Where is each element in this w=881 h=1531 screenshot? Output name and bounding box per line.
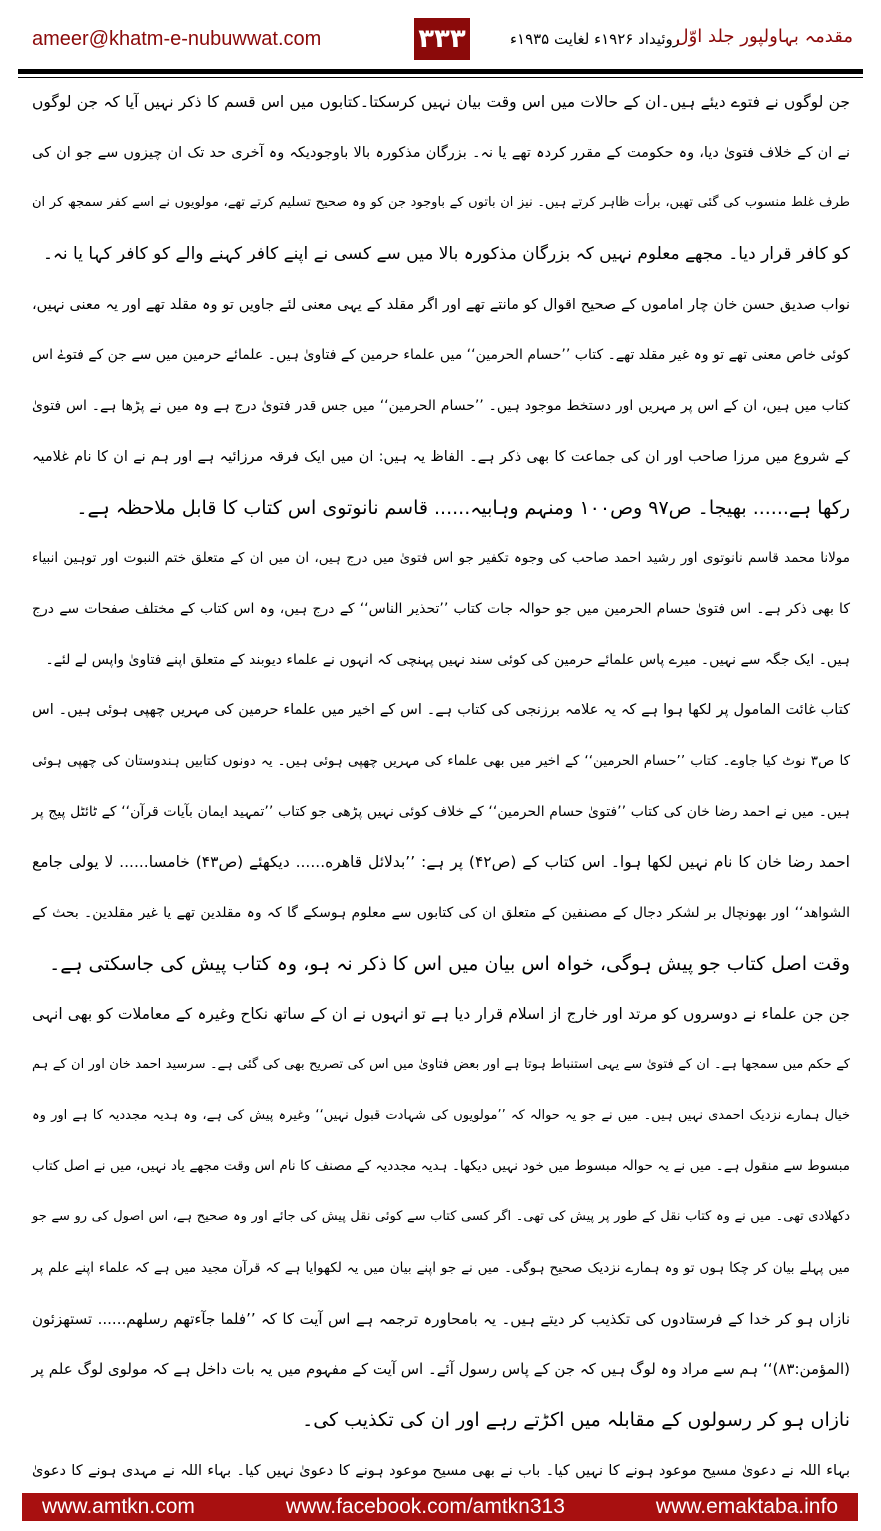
text-line: کے شروع میں مرزا صاحب اور ان کی جماعت کا بھی ذکر ہے۔ الفاظ یہ ہیں: ان میں ایک فرقہ مرزائیہ ہے اور ہم نے ان کا نام غلامیہ <box>32 448 850 465</box>
header-rule-thin <box>18 77 863 78</box>
text-line: کتاب غائت المامول پر لکھا ہوا ہے کہ یہ علامہ برزنجی کی کتاب ہے۔ اس کے اخیر میں علماء حرمین کی مہریں چھپی ہوئی ہیں۔ اس <box>32 702 850 719</box>
text-line: کے حکم میں سمجھا ہے۔ ان کے فتویٰ سے یہی استنباط ہوتا ہے اور بعض فتاویٰ میں اس کی تصریح بھی کی گئی ہے۔ سرسید احمد خان اور ان کے ہم <box>32 1057 850 1073</box>
header-subtitle: روئیداد ۱۹۲۶ء لغایت ۱۹۳۵ء <box>509 30 681 48</box>
page-body-text <box>32 82 850 1501</box>
text-line: ہیں۔ ایک جگہ سے نہیں۔ میرے پاس علمائے حرمین کی کوئی سند نہیں پہنچی کہ انہوں نے علماء دیوبند کے متعلق اپنے فتاویٰ واپس لے لئے۔ <box>45 651 850 668</box>
text-line: نواب صدیق حسن خان چار اماموں کے صحیح اقوال کو مانتے تھے اور اگر مقلد کے یہی معنی لئے جاویں تو وہ مقلد تھے اور یہ معنی نہیں، <box>32 296 850 313</box>
footer-link-amtkn[interactable]: www.amtkn.com <box>42 1495 195 1518</box>
text-line: ہیں۔ میں نے احمد رضا خان کی کتاب ’’فتویٰ حسام الحرمین‘‘ کے خلاف کوئی نہیں پڑھی جو کتاب ’’تمہید ایمان بآیات قرآن‘‘ کے ٹائٹل پیج پر <box>32 803 850 820</box>
text-line: نے ان کے خلاف فتویٰ دیا، وہ حکومت کے مقرر کردہ تھے یا نہ۔ بزرگان مذکورہ بالا باوجودیکہ وہ آخری حد تک ان چیزوں سے جو ان کی <box>32 144 850 161</box>
page-footer <box>22 1493 858 1521</box>
text-line: جن لوگوں نے فتوے دیئے ہیں۔ان کے حالات میں اس وقت بیان نہیں کرسکتا۔کتابوں میں اس قسم کا ذکر نہیں آیا کہ جن لوگوں <box>32 93 850 111</box>
text-line: نازاں ہو کر خدا کے فرستادوں کی تکذیب کر دیتے ہیں۔ یہ بامحاورہ ترجمہ ہے اس آیت کا کہ ’’فلما جآءتهم رسلهم...... تستهزئون <box>32 1309 850 1328</box>
footer-link-facebook[interactable]: www.facebook.com/amtkn313 <box>285 1495 565 1518</box>
text-line: احمد رضا خان کا نام نہیں لکھا ہوا۔ اس کتاب کے (ص۴۲) پر ہے: ’’بدلائل قاهره...... دیکھئے (ص۴۳) خامسا...... لا یولی جامع <box>32 853 850 872</box>
text-line: کتاب میں ہیں، ان کے اس پر مہریں اور دستخط موجود ہیں۔ ’’حسام الحرمین‘‘ میں جس قدر فتویٰ درج ہے وہ میں نے پڑھا ہے۔ اس فتویٰ <box>32 398 850 415</box>
text-line: کو کافر قرار دیا۔ مجھے معلوم نہیں کہ بزرگان مذکورہ بالا میں سے کسی نے اپنے کافر کہنے والے کو کافر کہا یا نہ۔ <box>42 244 850 265</box>
text-line: رکھا ہے...... بھیجا۔ ص۹۷ وص۱۰۰ ومنہم وہابیہ...... قاسم نانوتوی اس کتاب کا قابل ملاحظہ ہے۔ <box>76 496 850 519</box>
text-line: جن جن علماء نے دوسروں کو مرتد اور خارج از اسلام قرار دیا ہے تو انہوں نے ان کے ساتھ نکاح وغیرہ کے معاملات کو بھی انہی <box>32 1005 850 1024</box>
text-line: وقت اصل کتاب جو پیش ہوگی، خواہ اس بیان میں اس کا ذکر نہ ہو، وہ کتاب پیش کی جاسکتی ہے۔ <box>49 952 850 975</box>
text-line: الشواهد‘‘ اور بھونچال بر لشکر دجال کے مصنفین کے متعلق ان کی کتابوں سے معلوم ہوسکے گا کہ وہ مقلدین تھے یا غیر مقلدین۔ بحث کے <box>32 905 850 921</box>
text-line: کوئی خاص معنی تھے تو وہ غیر مقلد تھے۔ کتاب ’’حسام الحرمین‘‘ میں علماء حرمین کے فتاویٰ ہیں۔ علمائے حرمین میں سے جن کے فتوےٰ اس <box>32 347 850 364</box>
text-line: دکھلادی تھی۔ میں نے وہ کتاب نقل کے طور پر پیش کی تھی۔ اگر کسی کتاب سے کوئی نقل پیش کی جائے اور وہ صحیح ہے، اس اصول کی رو سے جو <box>32 1209 850 1225</box>
text-line: خیال ہمارے نزدیک احمدی نہیں ہیں۔ میں نے جو یہ حوالہ کہ ’’مولویوں کی شہادت قبول نہیں‘‘ وغیرہ پیش کی ہے، وہ ہدیہ مجددیہ کا ہے اور وہ <box>32 1107 850 1123</box>
header-book-title: مقدمہ بہاولپور جلد اوّل <box>675 26 853 47</box>
text-line: مولانا محمد قاسم نانوتوی اور رشید احمد صاحب کی وجوہ تکفیر جو اس فتویٰ میں درج ہیں، ان میں ان کے متعلق ختم النبوت اور توہین انبیاء <box>32 550 850 567</box>
header-email-link[interactable]: ameer@khatm-e-nubuwwat.com <box>32 28 322 50</box>
text-line: بہاء اللہ نے دعویٰ مسیح موعود ہونے کا نہیں کیا۔ باب نے بھی مسیح موعود ہونے کا دعویٰ نہیں کیا۔ بہاء اللہ نے مہدی ہونے کا دعویٰ <box>32 1462 850 1479</box>
text-line: (المؤمن:۸۳)‘‘ ہم سے مراد وہ لوگ ہیں کہ جن کے پاس رسول آئے۔ اس آیت کے مفہوم میں یہ بات داخل ہے کہ مولوی لوگ علم پر <box>31 1360 850 1379</box>
text-line: کا ص۳ نوٹ کیا جاوے۔ کتاب ’’حسام الحرمین‘‘ کے اخیر میں بھی علماء کی مہریں چھپی ہوئی ہیں۔ یہ دونوں کتابیں ہندوستان کی چھپی ہوئی <box>32 752 850 769</box>
footer-link-emaktaba[interactable]: www.emaktaba.info <box>655 1495 838 1518</box>
text-line: نازاں ہو کر رسولوں کے مقابلہ میں اکڑتے رہے اور ان کی تکذیب کی۔ <box>302 1408 850 1431</box>
header-rule-thick <box>18 69 863 74</box>
text-line: کا بھی ذکر ہے۔ اس فتویٰ حسام الحرمین میں جو حوالہ جات کتاب ’’تحذیر الناس‘‘ کے درج ہیں، وہ اس کتاب کے مختلف صفحات سے درج <box>32 600 850 617</box>
text-line: مبسوط سے منقول ہے۔ میں نے یہ حوالہ مبسوط میں خود نہیں دیکھا۔ ہدیہ مجددیہ کے مصنف کا نام اس وقت مجھے یاد نہیں، میں نے اصل کتاب <box>32 1158 850 1175</box>
page-number-badge: ۳۳۳ <box>414 18 470 60</box>
text-line: طرف غلط منسوب کی گئی تھیں، برأت ظاہر کرتے ہیں۔ نیز ان باتوں کے باوجود جن کو وہ صحیح تسلیم کرتے تھے، مولویوں نے اسے کفر سمجھ کر ان <box>32 195 850 211</box>
text-line: میں پہلے بیان کر چکا ہوں تو وہ ہمارے نزدیک صحیح ہوگی۔ میں نے جو اپنے بیان میں یہ لکھوایا ہے کہ قرآن مجید میں ہے کہ علماء اپنے علم پر <box>32 1259 850 1276</box>
